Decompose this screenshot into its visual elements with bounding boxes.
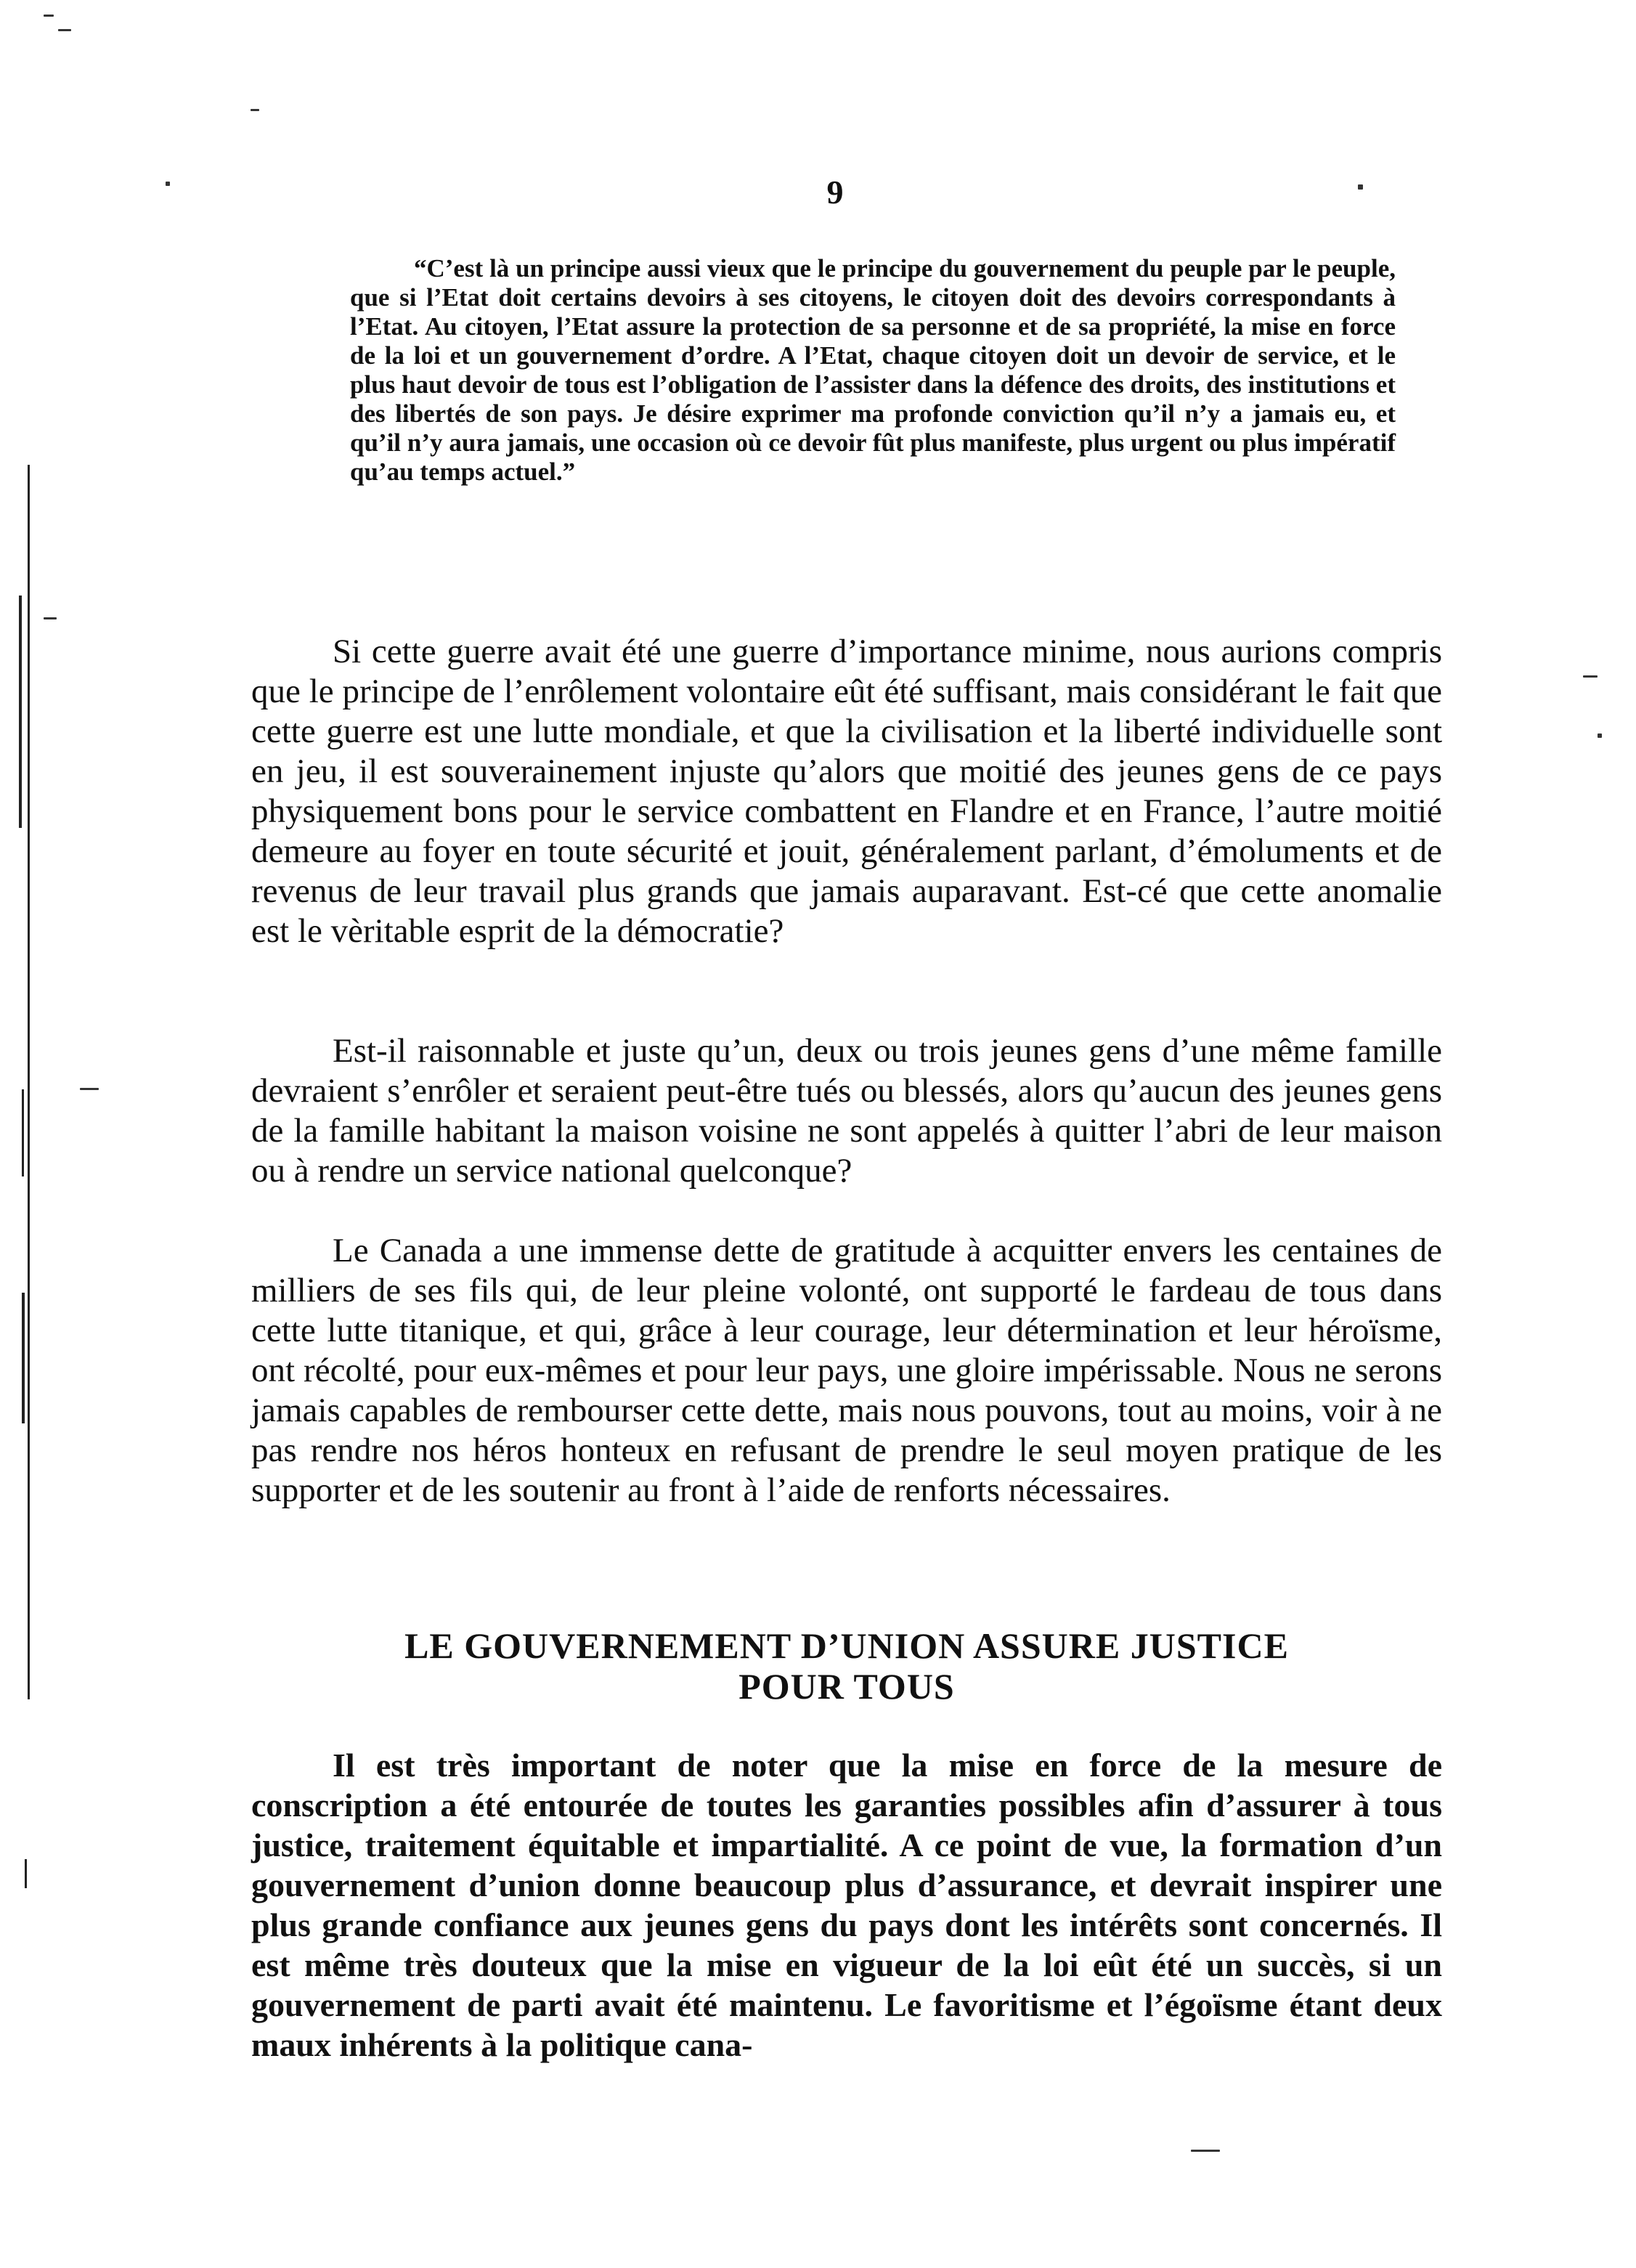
section-heading-line: POUR TOUS [738,1666,955,1707]
scan-speck [166,182,170,186]
section-paragraph: Il est très important de noter que la mise en force de la mesure de conscription a été entourée de toutes les garanties possibles afin d’assurer à tous justice, traitement équitable et impartialité. A ce point de vue, la formation d’un gouvernement d’union donne beaucoup plus d’assurance, et devrait inspirer une plus grande confiance aux jeunes gens du pays dont les intérêts sont concernés. Il est même très douteux que la mise en vigueur de la loi eût été un succès, si un gouvernement de parti avait été maintenu. Le favoritisme et l’égoïsme étant deux maux inhérents à la politique cana- [251,1747,1442,2063]
scan-speck [251,109,259,111]
scan-margin-line [19,596,22,828]
scan-margin-line [22,1293,25,1423]
scan-speck [80,1088,99,1090]
scan-speck [44,617,57,619]
scan-margin-line [22,1089,24,1176]
page-number: 9 [826,174,844,211]
section-heading-line: LE GOUVERNEMENT D’UNION ASSURE JUSTICE [404,1625,1289,1666]
body-paragraph: Si cette guerre avait été une guerre d’importance minime, nous aurions compris que le principe de l’enrôlement volontaire eût été suffisant, mais considérant le fait que cette guerre est une lutte mondiale, et que la civilisation et la liberté individuelle sont en jeu, il est souverainement injuste qu’alors que moitié des jeunes gens de ce pays physiquement bons pour le service combattent en Flandre et en France, l’autre moitié demeure au foyer en toute sécurité et jouit, généralement parlant, d’émoluments et de revenus de leur travail plus grands que jamais auparavant. Est-cé que cette anomalie est le vèritable esprit de la démocratie? [251,633,1442,950]
body-paragraph: Est-il raisonnable et juste qu’un, deux ou trois jeunes gens d’une même famille devraient s’enrôler et seraient peut-être tués ou blessés, alors qu’aucun des jeunes gens de la famille habitant la maison voisine ne sont appelés à quitter l’abri de leur maison ou à rendre un service national quelconque? [251,1032,1442,1190]
scan-speck [1191,2150,1220,2152]
scan-speck [58,29,71,31]
quoted-passage: “C’est là un principe aussi vieux que le principe du gouvernement du peuple par le peuple, que si l’Etat doit certains devoirs à ses citoyens, le citoyen doit des devoirs correspondants à l’Etat. Au citoyen, l’Etat assure la protection de sa personne et de sa propriété, la mise en force de la loi et un gouvernement d’ordre. A l’Etat, chaque citoyen doit un devoir de service, et le plus haut devoir de tous est l’obligation de l’assister dans la défence des droits, des institutions et des libertés de son pays. Je désire exprimer ma profonde conviction qu’il n’y a jamais eu, et qu’il n’y aura jamais, une occasion où ce devoir fût plus manifeste, plus urgent ou plus impératif qu’au temps actuel.” [350,254,1396,486]
scan-speck [44,15,54,17]
scan-speck [1583,675,1598,678]
body-paragraph: Le Canada a une immense dette de gratitude à acquitter envers les centaines de milliers de ses fils qui, de leur pleine volonté, ont supporté le fardeau de tous dans cette lutte titanique, et qui, grâce à leur courage, leur détermination et leur héroïsme, ont récolté, pour eux-mêmes et pour leur pays, une gloire impérissable. Nous ne serons jamais capables de rembourser cette dette, mais nous pouvons, tout au moins, voir à ne pas rendre nos héros honteux en refusant de prendre le seul moyen pratique de les supporter et de les soutenir au front à l’aide de renforts nécessaires. [251,1232,1442,1509]
scan-speck [1358,184,1363,190]
section-heading [251,1625,1442,1707]
scan-margin-line [25,1859,27,1888]
scan-margin-line [28,465,30,1699]
scan-speck [1598,733,1602,738]
